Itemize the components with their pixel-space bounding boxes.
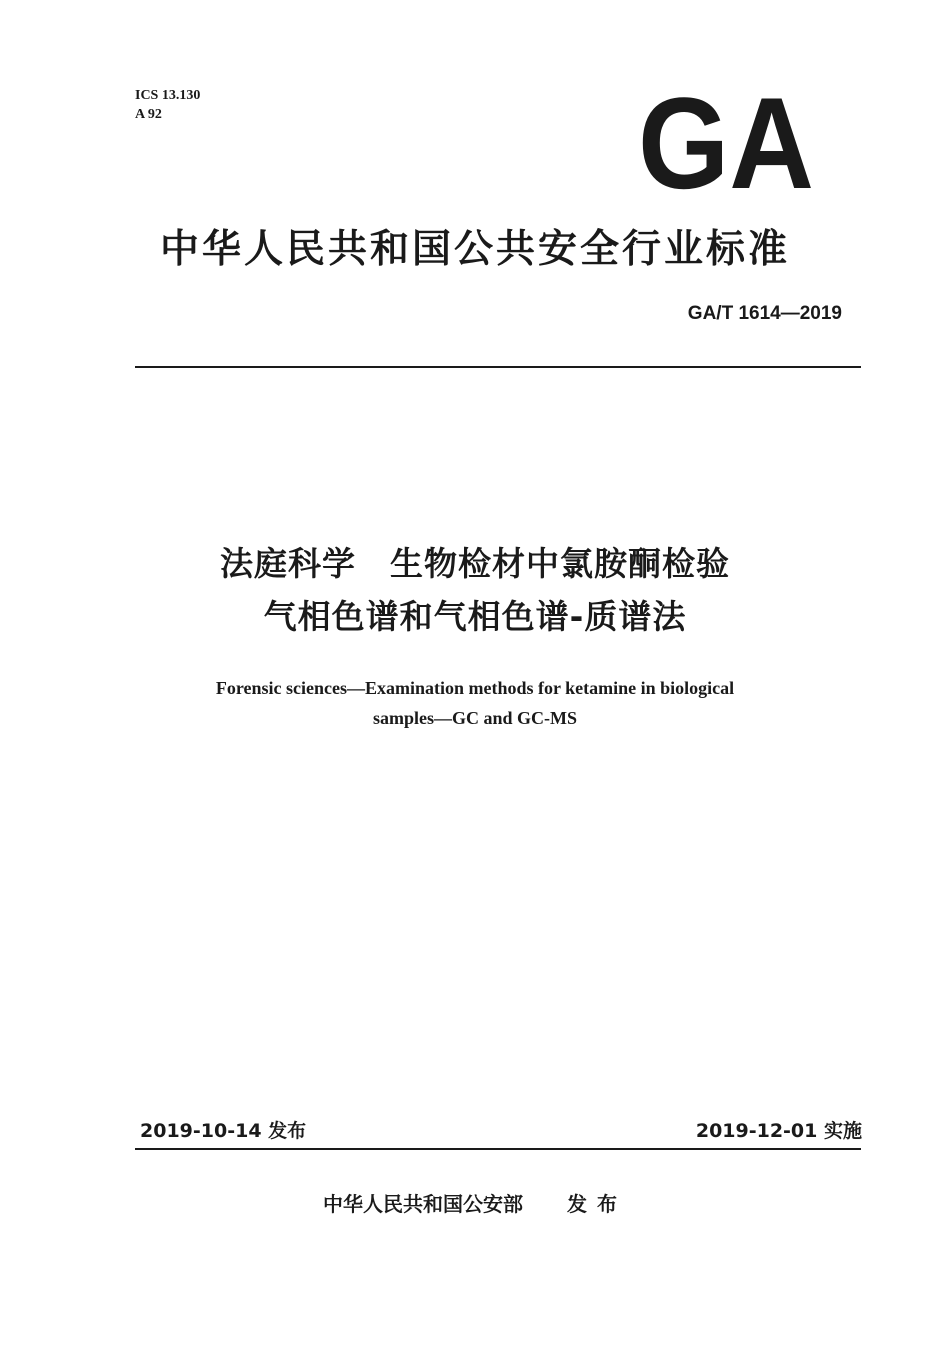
- chinese-title-line-1: 法庭科学 生物检材中氯胺酮检验: [220, 544, 730, 583]
- standard-number: GA/T 1614—2019: [687, 303, 842, 324]
- header-divider: [135, 366, 861, 368]
- implementation-date: 2019-12-01 实施: [695, 1120, 862, 1142]
- publisher-line: [0, 1188, 950, 1217]
- ics-code: ICS 13.130: [135, 88, 201, 103]
- chinese-title-line-2: 气相色谱和气相色谱-质谱法: [263, 597, 687, 636]
- english-title-line-2: samples—GC and GC-MS: [372, 708, 578, 728]
- footer-divider: [135, 1148, 861, 1150]
- chinese-title: [0, 537, 950, 643]
- ga-logo: [636, 80, 816, 200]
- english-title-line-1: Forensic sciences—Examination methods for ketamine in biological: [215, 678, 735, 698]
- publisher-action: 发布: [567, 1192, 627, 1216]
- publisher-name: 中华人民共和国公安部: [323, 1192, 523, 1216]
- standard-category: 中华人民共和国公共安全行业标准: [159, 227, 790, 272]
- english-title: [0, 673, 950, 733]
- ga-logo-text: GA: [638, 80, 814, 200]
- ccs-code: A 92: [135, 107, 162, 122]
- issue-date: 2019-10-14 发布: [140, 1120, 307, 1142]
- classification-codes: [135, 86, 200, 124]
